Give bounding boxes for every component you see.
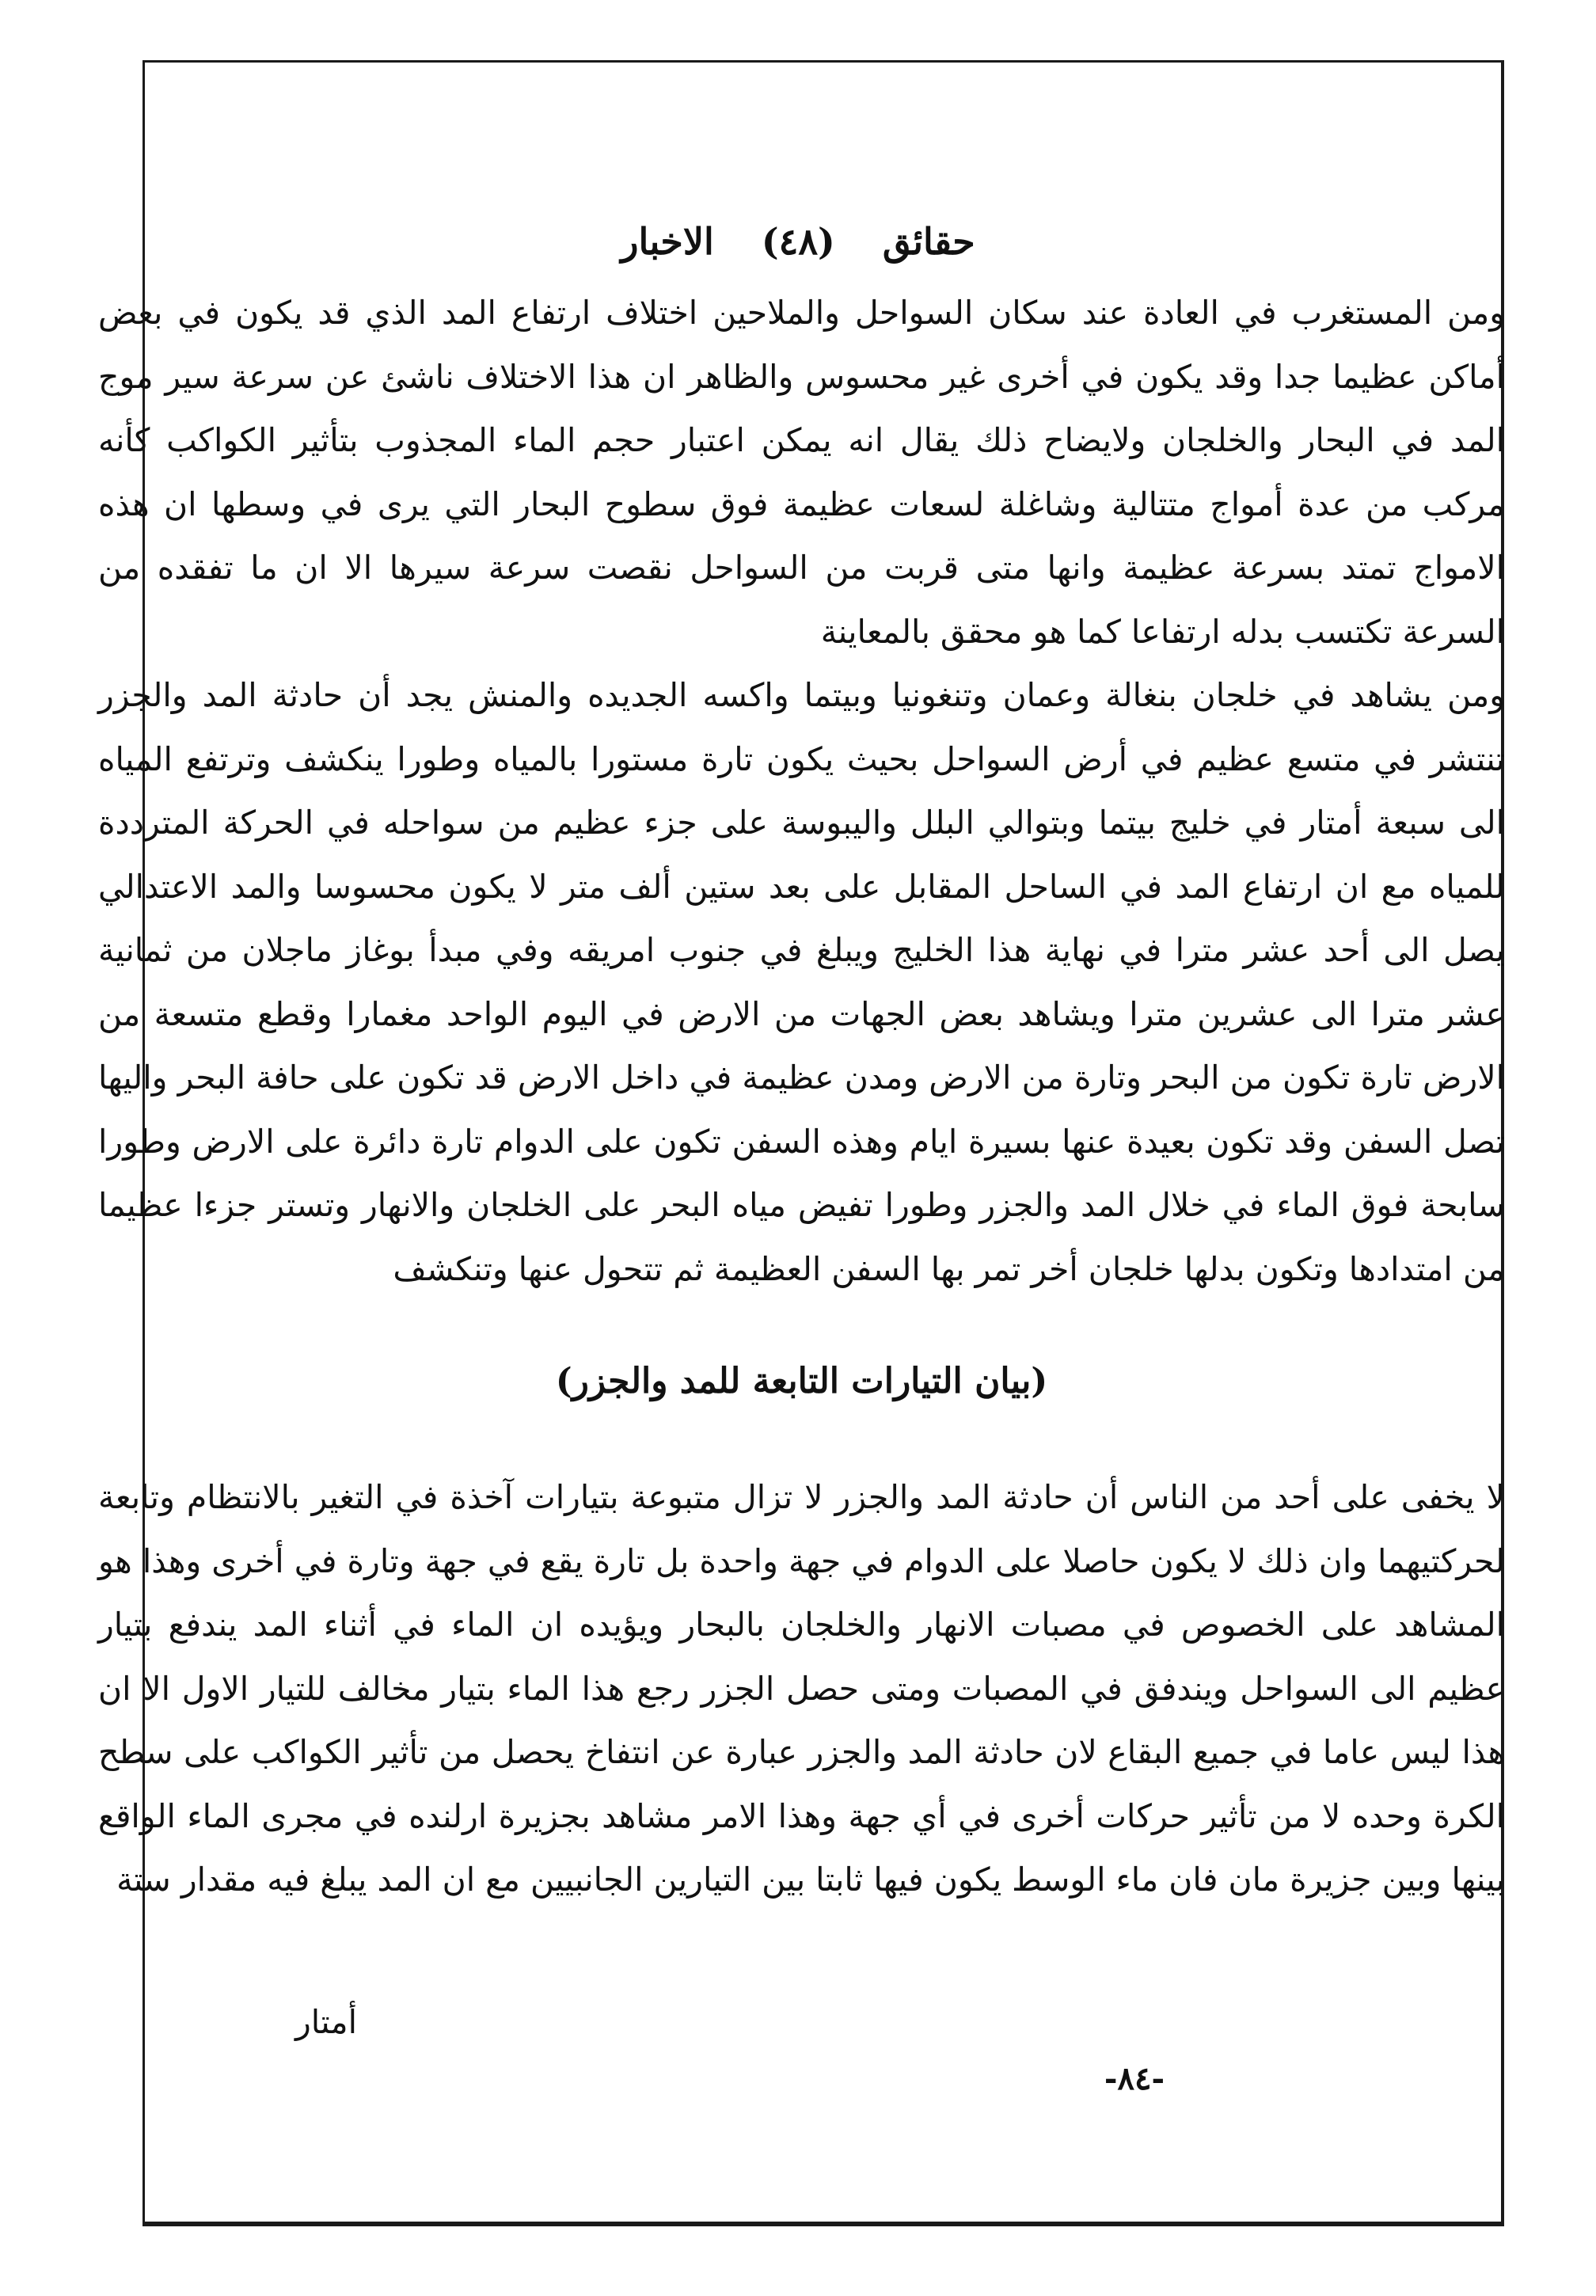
catchword: أمتار [294, 2003, 357, 2041]
paragraph-tidal-height: ومن المستغرب في العادة عند سكان السواحل والملاحين اختلاف ارتفاع المد الذي قد يكون في بعض أماكن عظيما جدا وقد يكون في أخرى غير محسوس والظاهر ان هذا الاختلاف ناشئ عن سرعة سير موج المد في البحار والخلجان ولايضاح ذلك يقال انه يمكن اعتبار حجم الماء المجذوب بتأثير الكواكب كأنه مركب من عدة أمواج متتالية وشاغلة لسعات عظيمة فوق سطوح البحار التي يرى في وسطها ان هذه الامواج تمتد بسرعة عظيمة وانها متى قربت من السواحل نقصت سرعة سيرها الا ان ما تفقده من السرعة تكتسب بدله ارتفاعا كما هو محقق بالمعاينة [98, 294, 1505, 651]
running-header [0, 206, 1596, 277]
section-heading-tidal-currents: (بيان التيارات التابعة للمد والجزر) [555, 1361, 1048, 1401]
header-title-right: الاخبار [621, 220, 714, 263]
paragraph-tidal-examples: ومن يشاهد في خلجان بنغالة وعمان وتنغونيا وبيتما واكسه الجديده والمنش يجد أن حادثة المد والجزر تنتشر في متسع عظيم في أرض السواحل بحيث يكون تارة مستورا بالمياه وطورا ينكشف وترتفع المياه الى سبعة أمتار في خليج بيتما وبتوالي البلل واليبوسة على جزء عظيم من سواحله في الحركة المترددة للمياه مع ان ارتفاع المد في الساحل المقابل على بعد ستين ألف متر لا يكون محسوسا والمد الاعتدالي يصل الى أحد عشر مترا في نهاية هذا الخليج ويبلغ في جنوب امريقه وفي مبدأ بوغاز ماجلان من ثمانية عشر مترا الى عشرين مترا ويشاهد بعض الجهات من الارض في اليوم الواحد مغمارا وقطع متسعة من الارض تارة تكون من البحر وتارة من الارض ومدن عظيمة في داخل الارض قد تكون على حافة البحر واليها تصل السفن وقد تكون بعيدة عنها بسيرة ايام وهذه السفن تكون على الدوام تارة دائرة على الارض وطورا سابحة فوق الماء في خلال المد والجزر وطورا تفيض مياه البحر على الخلجان والانهار وتستر جزءا عظيما من امتدادها وتكون بدلها خلجان أخر تمر بها السفن العظيمة ثم تتحول عنها وتنكشف [98, 676, 1505, 1288]
header-title-left: حقائق [882, 220, 975, 263]
page-number: -٨٤- [1104, 2060, 1165, 2097]
paragraph-tidal-currents: لا يخفى على أحد من الناس أن حادثة المد والجزر لا تزال متبوعة بتيارات آخذة في التغير بالانتظام وتابعة لحركتيهما وان ذلك لا يكون حاصلا على الدوام في جهة واحدة بل تارة يقع في جهة وتارة في أخرى وهذا هو المشاهد على الخصوص في مصبات الانهار والخلجان بالبحار ويؤيده ان الماء في أثناء المد يندفع بتيار عظيم الى السواحل ويندفق في المصبات ومتى حصل الجزر رجع هذا الماء بتيار مخالف للتيار الاول الا ان هذا ليس عاما في جميع البقاع لان حادثة المد والجزر عبارة عن انتفاخ يحصل من تأثير الكواكب على سطح الكرة وحده لا من تأثير حركات أخرى في أي جهة وهذا الامر مشاهد بجزيرة ارلنده في مجرى الماء الواقع بينها وبين جزيرة مان فان ماء الوسط يكون فيها ثابتا بين التيارين الجانبيين مع ان المد يبلغ فيه مقدار ستة [98, 1478, 1505, 1899]
page-body [98, 281, 1505, 1912]
header-page-reference: (٤٨) [761, 220, 835, 263]
